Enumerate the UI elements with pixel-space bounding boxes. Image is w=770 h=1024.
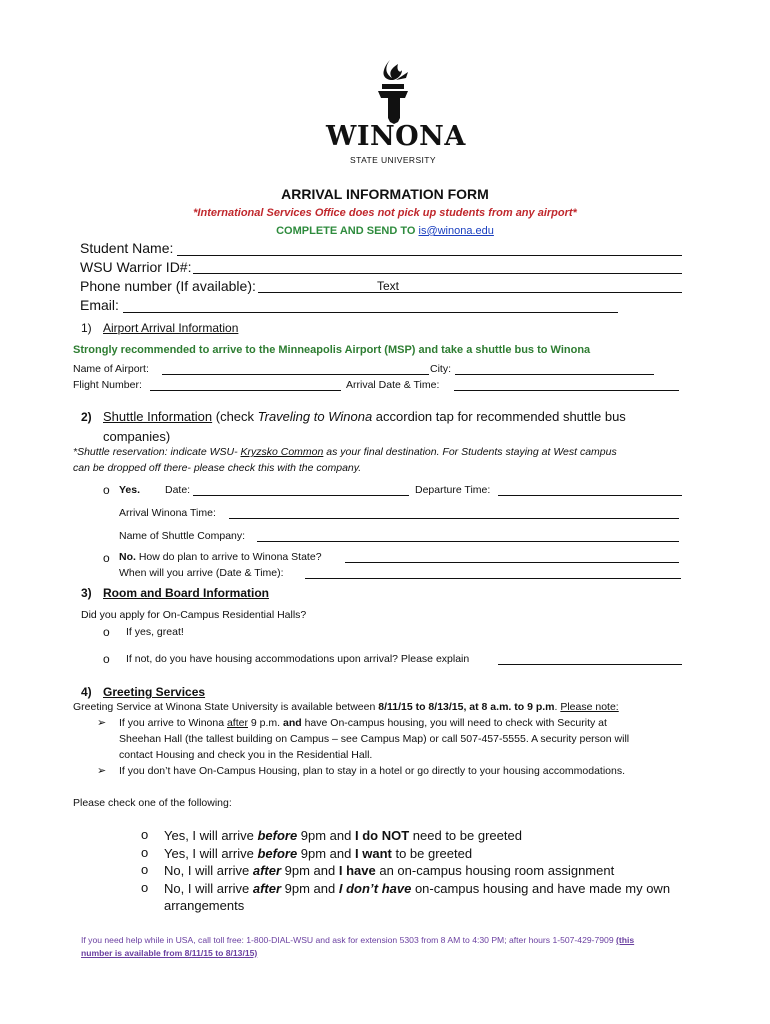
option-3-bullet[interactable]: o bbox=[141, 862, 149, 877]
when-arrive-field[interactable] bbox=[305, 578, 681, 579]
section3-number: 3) bbox=[81, 586, 92, 600]
option-1-b: before bbox=[257, 828, 298, 843]
greeting-intro-a: Greeting Service at Winona State University is available between bbox=[73, 701, 379, 713]
shuttle-date-label: Date: bbox=[165, 484, 191, 496]
warrior-id-field[interactable] bbox=[193, 273, 682, 274]
option-3-d: I have bbox=[338, 863, 376, 878]
airport-city-field[interactable] bbox=[455, 374, 654, 375]
arrow-bullet-1: ➢ bbox=[97, 717, 107, 729]
option-2-bullet[interactable]: o bbox=[141, 845, 149, 860]
option-3-e: an on-campus housing room assignment bbox=[375, 863, 615, 878]
airport-name-field[interactable] bbox=[162, 374, 429, 375]
option-2-a: Yes, I will arrive bbox=[164, 846, 258, 861]
no-text: No. bbox=[119, 551, 136, 563]
section4-heading: Greeting Services bbox=[103, 685, 206, 699]
greeting-item1-after: after bbox=[226, 717, 248, 729]
check-prompt: Please check one of the following: bbox=[73, 797, 232, 809]
greeting-item1-a: If you arrive to Winona bbox=[119, 717, 227, 729]
greeting-dates: 8/11/15 to 8/13/15, at 8 a.m. to 9 p.m bbox=[378, 701, 555, 713]
option-2-c: 9pm and bbox=[297, 846, 355, 861]
no-question-field[interactable] bbox=[345, 562, 679, 563]
option-2-d: I want bbox=[355, 846, 392, 861]
flight-number-field[interactable] bbox=[150, 390, 341, 391]
logo-wordmark: WINONA bbox=[326, 121, 466, 152]
section2-paren-open: (check bbox=[212, 409, 258, 424]
airport-name-label: Name of Airport: bbox=[73, 363, 149, 375]
option-1 bbox=[164, 828, 522, 843]
option-4-d: I don’t have bbox=[338, 881, 412, 896]
option-4-e: on-campus housing and have made my own bbox=[411, 881, 671, 896]
help-footer bbox=[81, 935, 634, 945]
section2-heading: Shuttle Information bbox=[103, 409, 213, 424]
section4-number: 4) bbox=[81, 685, 92, 699]
option-4-b: after bbox=[252, 881, 282, 896]
warrior-id-label: WSU Warrior ID#: bbox=[80, 259, 192, 275]
option-1-a: Yes, I will arrive bbox=[164, 828, 258, 843]
option-3 bbox=[164, 863, 614, 878]
help-footer-line2: number is available from 8/11/15 to 8/13/15) bbox=[81, 948, 258, 958]
flight-number-label: Flight Number: bbox=[73, 379, 142, 391]
phone-label: Phone number (If available): bbox=[80, 278, 256, 294]
option-2-b: before bbox=[257, 846, 298, 861]
shuttle-note-b: as your final destination. For Students staying at West campus bbox=[323, 446, 617, 458]
yes-bullet[interactable]: o bbox=[103, 483, 110, 497]
greeting-intro-dot: . bbox=[554, 701, 561, 713]
greeting-item1 bbox=[119, 717, 607, 729]
option-4-bullet[interactable]: o bbox=[141, 880, 149, 895]
email-field[interactable] bbox=[123, 312, 618, 313]
msp-recommendation: Strongly recommended to arrive to the Minneapolis Airport (MSP) and take a shuttle bus to Winona bbox=[73, 344, 591, 356]
option-3-b: after bbox=[252, 863, 282, 878]
residential-halls-question: Did you apply for On-Campus Residential Halls? bbox=[81, 609, 307, 621]
housing-no-option: If not, do you have housing accommodations upon arrival? Please explain bbox=[126, 653, 470, 665]
send-prefix: COMPLETE AND SEND TO bbox=[276, 225, 419, 237]
phone-value: Text bbox=[377, 279, 400, 293]
arrival-winona-time-field[interactable] bbox=[229, 518, 679, 519]
shuttle-company-label: Name of Shuttle Company: bbox=[119, 530, 246, 542]
arrival-winona-time-label: Arrival Winona Time: bbox=[119, 507, 216, 519]
send-email-link[interactable]: is@winona.edu bbox=[418, 225, 494, 237]
option-4-c: 9pm and bbox=[281, 881, 339, 896]
help-footer-line1: If you need help while in USA, call toll free: 1-800-DIAL-WSU and ask for extension 5303 from 8 AM to 4:30 PM; after hours 1-507-429-7909 bbox=[81, 935, 617, 945]
option-4 bbox=[164, 881, 670, 896]
housing-yes-bullet[interactable]: o bbox=[103, 625, 110, 639]
section1-heading: Airport Arrival Information bbox=[103, 321, 239, 335]
greeting-intro bbox=[73, 701, 619, 713]
no-bullet[interactable]: o bbox=[103, 551, 110, 565]
send-line bbox=[0, 225, 770, 237]
option-3-c: 9pm and bbox=[281, 863, 339, 878]
section2-number: 2) bbox=[81, 410, 92, 424]
option-1-d: I do NOT bbox=[355, 828, 410, 843]
option-1-c: 9pm and bbox=[297, 828, 355, 843]
option-1-e: need to be greeted bbox=[409, 828, 522, 843]
section2-heading-line bbox=[103, 409, 626, 424]
option-1-bullet[interactable]: o bbox=[141, 827, 149, 842]
option-2-e: to be greeted bbox=[391, 846, 473, 861]
shuttle-note-a: *Shuttle reservation: indicate WSU- bbox=[73, 446, 241, 458]
housing-explain-field[interactable] bbox=[498, 664, 682, 665]
greeting-item1-line2: Sheehan Hall (the tallest building on Campus – see Campus Map) or call 507-457-5555. A security person will bbox=[119, 733, 630, 745]
housing-no-bullet[interactable]: o bbox=[103, 652, 110, 666]
arrival-datetime-field[interactable] bbox=[454, 390, 679, 391]
arrival-datetime-label: Arrival Date & Time: bbox=[346, 379, 440, 391]
option-2 bbox=[164, 846, 472, 861]
winona-logo bbox=[326, 58, 466, 168]
phone-field[interactable] bbox=[258, 292, 682, 293]
notice-text: *International Services Office does not pick up students from any airport* bbox=[193, 207, 577, 219]
shuttle-note-line2: can be dropped off there- please check this with the company. bbox=[73, 462, 362, 474]
section2-paren-line2: companies) bbox=[103, 429, 171, 444]
option-3-a: No, I will arrive bbox=[164, 863, 253, 878]
section2-accordion-name: Traveling to Winona bbox=[257, 409, 373, 424]
option-4-a: No, I will arrive bbox=[164, 881, 253, 896]
student-name-field[interactable] bbox=[177, 255, 682, 256]
airport-city-label: City: bbox=[430, 363, 451, 375]
no-label bbox=[119, 551, 322, 563]
greeting-please-note: Please note: bbox=[560, 701, 619, 713]
torch-icon bbox=[326, 58, 460, 128]
arrow-bullet-2: ➢ bbox=[97, 765, 107, 777]
section1-number: 1) bbox=[81, 321, 92, 335]
departure-time-field[interactable] bbox=[498, 495, 682, 496]
greeting-item1-and: and bbox=[283, 717, 302, 729]
shuttle-date-field[interactable] bbox=[193, 495, 409, 496]
logo-subtitle: STATE UNIVERSITY bbox=[350, 155, 436, 165]
kryzsko-common-link: Kryzsko Common bbox=[240, 446, 324, 458]
student-name-label: Student Name: bbox=[80, 240, 174, 256]
section3-heading: Room and Board Information bbox=[103, 586, 269, 600]
shuttle-company-field[interactable] bbox=[257, 541, 679, 542]
housing-yes-option: If yes, great! bbox=[126, 626, 184, 638]
email-label: Email: bbox=[80, 297, 119, 313]
shuttle-note bbox=[73, 446, 617, 458]
greeting-item1-c: have On-campus housing, you will need to check with Security at bbox=[301, 717, 607, 729]
yes-label: Yes. bbox=[119, 484, 141, 496]
option-4-line2: arrangements bbox=[164, 898, 245, 913]
no-question: How do plan to arrive to Winona State? bbox=[138, 551, 322, 563]
greeting-item2: If you don’t have On-Campus Housing, plan to stay in a hotel or go directly to your housing accommodations. bbox=[119, 765, 626, 777]
when-arrive-label: When will you arrive (Date & Time): bbox=[119, 567, 284, 579]
section2-paren-rest: accordion tap for recommended shuttle bus bbox=[372, 409, 626, 424]
form-title: ARRIVAL INFORMATION FORM bbox=[281, 186, 489, 202]
greeting-item1-b: 9 p.m. bbox=[247, 717, 283, 729]
departure-time-label: Departure Time: bbox=[415, 484, 491, 496]
help-footer-bold: (this bbox=[616, 935, 635, 945]
greeting-item1-line3: contact Housing and check you in the Residential Hall. bbox=[119, 749, 373, 761]
